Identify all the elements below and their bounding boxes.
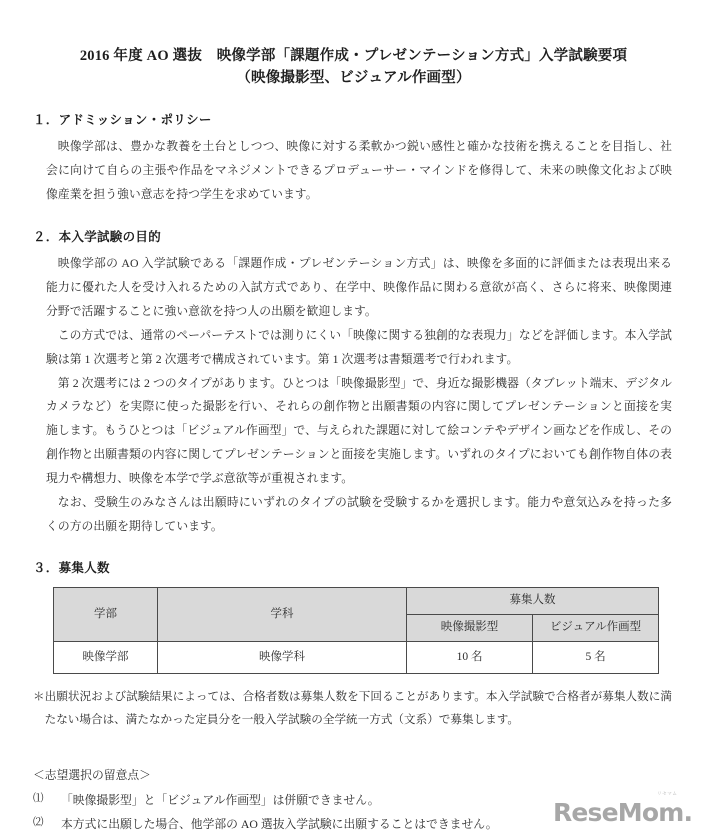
table-row xyxy=(54,641,659,673)
list-item-marker: ⑵ xyxy=(33,817,44,828)
section-heading: ２．本入学試験の目的 xyxy=(33,229,162,244)
table-header-row xyxy=(54,587,659,614)
section-paragraph: 映像学部の AO 入学試験である「課題作成・プレゼンテーション方式」は、映像を多面的に評価または表現出来る能力に優れた人を受け入れるための入試方式であり、在学中、映像作品に関わる意欲が高く、さらに将来、映像関連分野で活躍することに強い意欲を持つ人の出願を歓迎します。 xyxy=(46,256,672,319)
list-item-text: 「映像撮影型」と「ビジュアル作画型」は併願できません。 xyxy=(61,792,380,807)
notes-title: ＜志望選択の留意点＞ xyxy=(33,768,151,783)
watermark-dot: . xyxy=(683,798,693,827)
quota-footnote: ＊出願状況および試験結果によっては、合格者数は募集人数を下回ることがあります。本入学試験で合格者が募集人数に満たない場合は、満たなかった定員分を一般入学試験の全学統一方式（文系）で募集します。 xyxy=(33,689,672,727)
section-quota xyxy=(33,560,674,731)
resemom-watermark xyxy=(552,792,693,827)
column-header-quota-group: 募集人数 xyxy=(407,587,659,614)
quota-table-wrapper xyxy=(33,587,674,674)
page-title-line-2: （映像撮影型、ビジュアル作画型） xyxy=(236,70,471,87)
column-header-department: 学科 xyxy=(158,587,407,641)
watermark-text xyxy=(552,792,684,827)
cell-quota-visual: 5 名 xyxy=(533,641,659,673)
section-heading: ３．募集人数 xyxy=(33,561,110,576)
cell-quota-filming: 10 名 xyxy=(407,641,533,673)
column-header-type-filming: 映像撮影型 xyxy=(407,614,533,641)
section-paragraph: 映像学部は、豊かな教養を土台としつつ、映像に対する柔軟かつ鋭い感性と確かな技術を携えることを目指し、社会に向けて自らの主張や作品をマネジメントできるプロデューサー・マインドを修得して、未来の映像文化および映像産業を担う強い意志を持つ学生を求めています。 xyxy=(46,139,672,202)
page-title-line-1: 2016 年度 AO 選抜 映像学部「課題作成・プレゼンテーション方式」入学試験要項 xyxy=(79,48,628,64)
page-title xyxy=(0,0,707,90)
section-heading: １．アドミッション・ポリシー xyxy=(33,112,212,127)
section-exam-purpose xyxy=(33,229,674,538)
section-paragraph: この方式では、通常のペーパーテストでは測りにくい「映像に関する独創的な表現力」などを評価します。本入学試験は第 1 次選考と第 2 次選考で構成されています。第 1 次選考は書類選考で行われます。 xyxy=(46,327,672,366)
watermark-ruby: リセマム xyxy=(657,792,678,797)
column-header-faculty: 学部 xyxy=(54,587,158,641)
list-item-marker: ⑴ xyxy=(33,792,44,804)
section-paragraph: 第 2 次選考には 2 つのタイプがあります。ひとつは「映像撮影型」で、身近な撮影機器（タブレット端末、デジタルカメラなど）を実際に使った撮影を行い、それらの創作物と出願書類の内容に関してプレゼンテーションと面接を実施します。もうひとつは「ビジュアル作画型」で、与えられた課題に対して絵コンテやデザイン画などを作成し、その創作物と出願書類の内容に関してプレゼンテーションと面接を実施します。いずれのタイプにおいても創作物自体の表現力や構想力、映像を本学で学ぶ意欲等が重視されます。 xyxy=(46,375,672,485)
quota-table-body xyxy=(54,641,659,673)
quota-table xyxy=(53,587,659,674)
watermark-wordmark: ReseMom xyxy=(552,798,684,827)
document-body xyxy=(0,112,707,836)
section-admission-policy xyxy=(33,112,674,207)
column-header-type-visual: ビジュアル作画型 xyxy=(533,614,659,641)
quota-table-head xyxy=(54,587,659,641)
section-paragraph: なお、受験生のみなさんは出願時にいずれのタイプの試験を受験するかを選択します。能力や意気込みを持った多くの方の出願を期待しています。 xyxy=(46,494,672,533)
cell-faculty: 映像学部 xyxy=(54,641,158,673)
cell-department: 映像学科 xyxy=(158,641,407,673)
list-item-text: 本方式に出願した場合、他学部の AO 選抜入学試験に出願することはできません。 xyxy=(61,817,498,831)
